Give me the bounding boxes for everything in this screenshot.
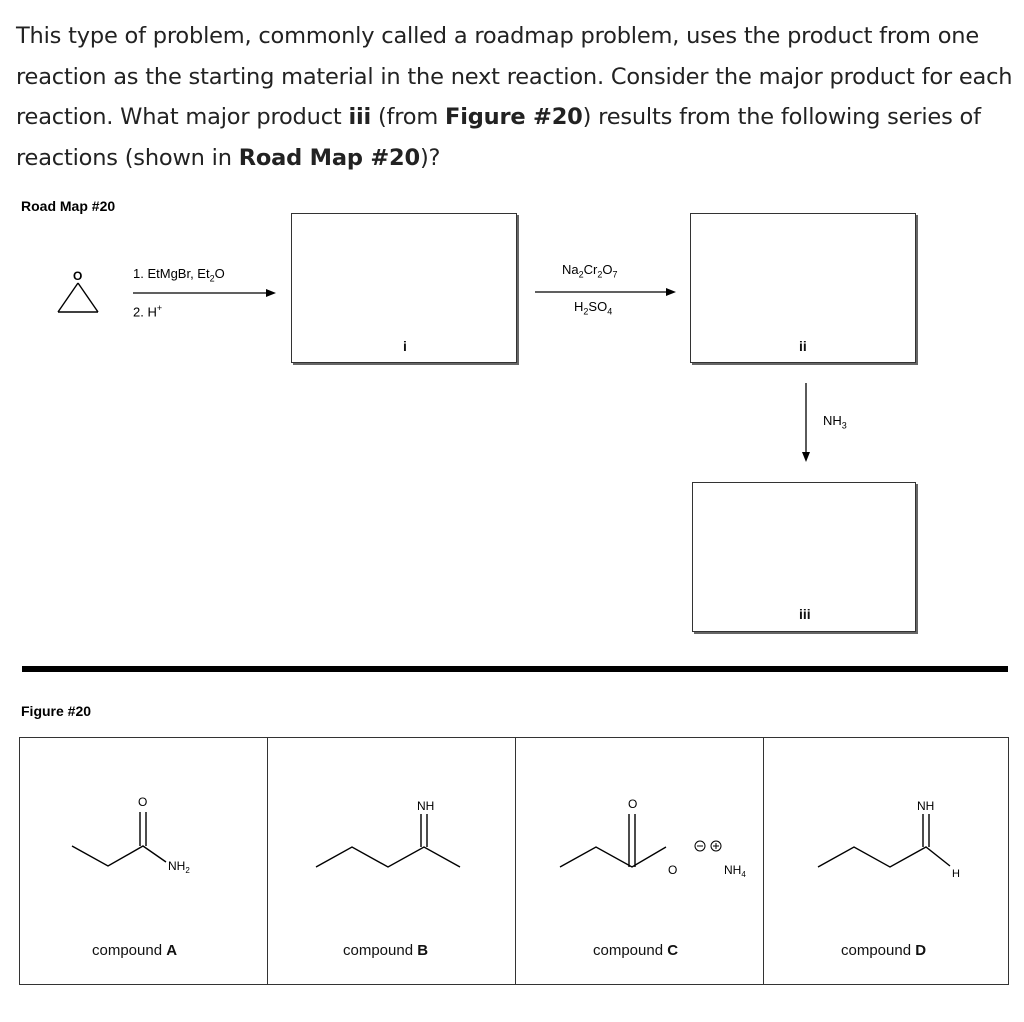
step2-reagent-bottom: $H_2SO_4$ <box>574 299 613 317</box>
compound-c-structure <box>560 814 666 867</box>
step1-reagent-line1: 1. EtMgBr, $Et_2O$ <box>133 266 225 284</box>
compound-a-oxygen: O <box>138 795 148 809</box>
figure-ref: Figure #20 <box>445 104 583 130</box>
compound-c-oxide: O <box>668 863 678 877</box>
question-text: This type of problem, commonly called a roadmap problem, uses the product from one reaction as the starting material in the next reaction. Consider the major product for each reaction. What major product iii (from Figure #20) results from the following series of reactions (shown in Road Map #20)? <box>16 23 1013 171</box>
roadmap-title: Road Map #20 <box>21 198 116 214</box>
roadmap-ref: Road Map #20 <box>238 144 420 171</box>
compound-d-label: compound D <box>841 942 927 959</box>
compound-d-nitrogen: NH <box>917 799 935 813</box>
box-label-iii: iii <box>799 606 811 622</box>
box-label-ii: ii <box>799 338 807 354</box>
compound-b-structure <box>316 814 460 867</box>
compound-b-nitrogen: NH <box>417 799 435 813</box>
product-ref: iii <box>348 104 371 130</box>
compound-c-ammonium: $NH_4$ <box>724 863 746 879</box>
step3-reagent: $NH_3$ <box>823 413 847 431</box>
compound-b-label: compound B <box>343 942 429 959</box>
figure-title: Figure #20 <box>21 703 92 719</box>
compound-a-structure <box>72 812 166 866</box>
compound-d-structure <box>818 814 950 867</box>
step2-reagent-top: $Na_2Cr_2O_7$ <box>562 262 618 280</box>
compound-c-charges <box>695 841 721 851</box>
box-label-i: i <box>403 338 407 354</box>
compound-d-hydrogen: H <box>952 868 960 880</box>
epoxide-oxygen: O <box>73 269 83 283</box>
compound-a-amine: $NH_2$ <box>168 859 190 875</box>
step1-reagent-line2: 2. H+ <box>133 303 163 320</box>
compound-c-label: compound C <box>593 942 679 959</box>
compound-c-carbonyl-oxygen: O <box>628 797 638 811</box>
compound-a-label: compound A <box>92 942 178 959</box>
